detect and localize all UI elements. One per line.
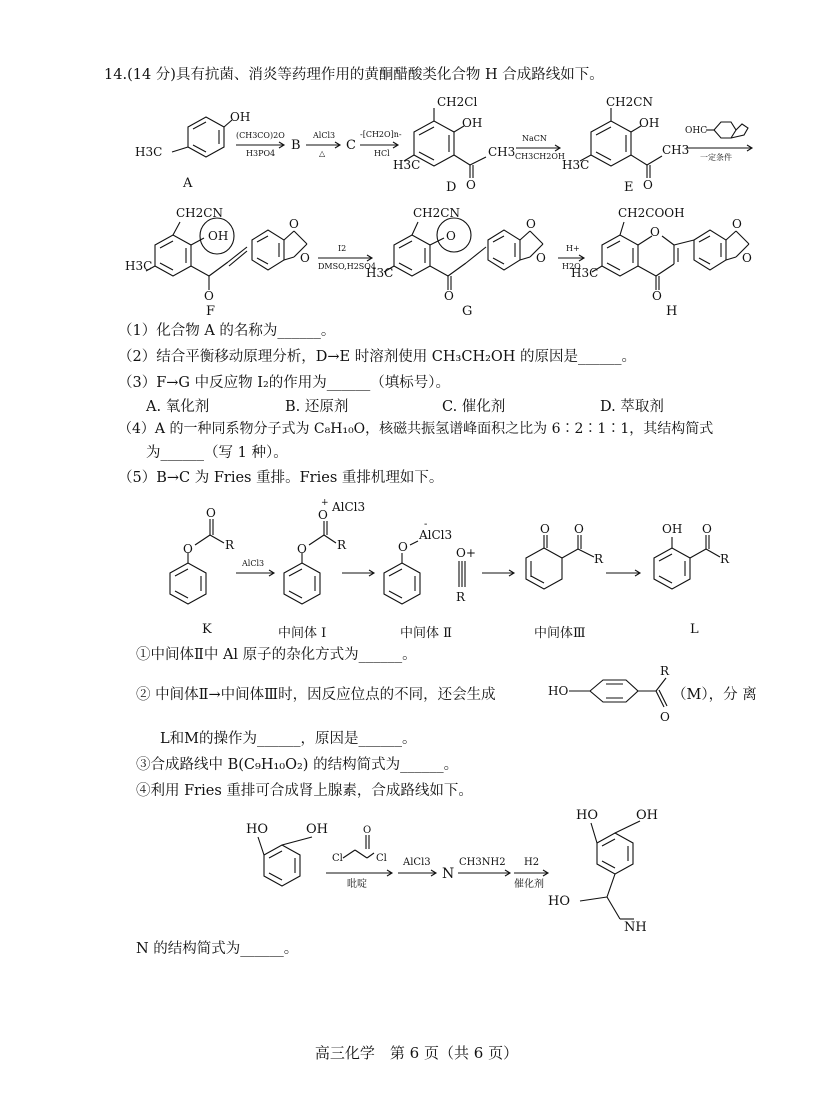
reagent-d-e-bottom: CH3CH2OH [515,152,565,161]
fries-label-ii: 中间体 Ⅱ [400,626,452,641]
subquestion-1: ①中间体Ⅱ中 Al 原子的杂化方式为______。 [136,647,417,663]
g-dioxole-o1: O [526,217,536,231]
chloroacetyl-cl2: Cl [376,853,387,864]
reagent-f-g-bottom: DMSO,H2SO4 [318,262,376,271]
g-o-ring-label: O [446,229,456,243]
question-number: 14. [104,67,128,83]
g-ch2cn-label: CH2CN [413,206,460,220]
question-4-line1: （4）A 的一种同系物分子式为 C₈H₁₀O，核磁共振氢谱峰面积之比为 6∶2∶1∶1，其结构简式 [118,421,714,437]
q3-option-b: B. 还原剂 [285,399,349,415]
question-header [104,66,604,84]
a-oh-label: OH [230,110,251,124]
adrenaline-ho-label: HO [576,808,598,823]
i-o-ester: O [297,542,307,556]
reagent-b-c-top: AlCl3 [313,131,336,140]
compound-a-label: A [183,176,193,191]
q3-option-c: C. 催化剂 [442,399,506,415]
k-o-carbonyl: O [206,506,216,520]
reagent-e-f-bottom: 一定条件 [700,153,732,162]
g-o-label: O [444,289,454,303]
h-o-label: O [652,289,662,303]
ii-acylium-o: O+ [456,546,476,560]
h-ch2cooh-label: CH2COOH [618,206,685,220]
question-5: （5）B→C 为 Fries 重排。Fries 重排机理如下。 [118,470,444,486]
fries-label-l: L [690,622,699,637]
e-oh-label: OH [639,116,660,130]
reagent-pyridine: 吡啶 [347,879,367,890]
g-h3c-label: H3C [366,266,394,280]
reagent-b-c-bottom: △ [319,149,326,158]
e-o-label: O [643,178,653,192]
reagent-catalyst: 催化剂 [514,879,544,890]
final-question: N 的结构简式为______。 [136,941,299,957]
f-h3c-label: H3C [125,259,153,273]
subquestion-2-line1a: ② 中间体Ⅱ→中间体Ⅲ时，因反应位点的不同，还会生成 [136,687,496,703]
compound-d-label: D [446,180,457,195]
iii-o-carbonyl: O [574,522,584,536]
reagent-g-h-bottom: H2O [562,262,581,271]
reagent-c-d-top: -[CH2O]n- [360,130,402,139]
iii-o-ring: O [540,522,550,536]
catechol-oh-label: OH [306,822,328,837]
adrenaline-side-ho-label: HO [548,894,570,909]
subquestion-2-line1b: （M），分 离 [672,687,757,703]
fries-label-i: 中间体 Ⅰ [278,626,327,641]
l-o-carbonyl: O [702,522,712,536]
ii-alcl3-label: AlCl3 [419,528,453,542]
fries-label-iii: 中间体Ⅲ [534,626,586,641]
intermediate-n-label: N [442,866,455,882]
m-r-label: R [660,664,670,678]
e-ch3-label: CH3 [662,143,690,157]
reagent-a-b-top: (CH3CO)2O [236,131,285,140]
f-dioxole-o1: O [289,217,299,231]
catechol-ho-label: HO [246,822,268,837]
h-o-ring-label: O [650,225,660,239]
reagent-f-g-top: I2 [338,244,347,253]
question-intro: 具有抗菌、消炎等药理作用的黄酮醋酸类化合物 H 合成路线如下。 [175,67,604,83]
iii-r-label: R [594,552,604,566]
ii-minus-charge: - [424,519,428,530]
compound-g-label: G [462,304,473,319]
m-ho-label: HO [548,684,569,698]
reagent-c-d-bottom: HCl [374,149,390,158]
f-dioxole-o2: O [300,251,310,265]
l-oh-label: OH [662,522,683,536]
ii-o-label: O [398,540,408,554]
ii-r-label: R [456,590,466,604]
adrenaline-synthesis-diagram [0,805,833,945]
e-h3c-label: H3C [562,158,590,172]
chloroacetyl-o: O [363,825,372,836]
i-alcl3-label: AlCl3 [332,500,366,514]
m-o-label: O [660,710,670,724]
compound-f-label: F [206,304,216,319]
reagent-h2: H2 [524,857,540,868]
f-ch2cn-label: CH2CN [176,206,223,220]
question-4-line2: 为______（写 1 种）。 [146,445,288,461]
page-footer: 高三化学 第 6 页（共 6 页） [314,1044,519,1062]
a-h3c-label: H3C [135,145,163,159]
question-1: （1）化合物 A 的名称为______。 [118,323,336,339]
f-oh-label: OH [208,229,229,243]
ohc-label: OHC [685,126,708,136]
d-ch3-label: CH3 [488,145,516,159]
compound-c-label: C [346,138,356,153]
d-oh-label: OH [462,116,483,130]
question-score: (14 分) [127,67,176,83]
d-o-label: O [466,178,476,192]
d-ch2cl-label: CH2Cl [437,95,478,109]
k-r-label: R [225,538,235,552]
d-h3c-label: H3C [393,158,421,172]
f-o-label: O [204,289,214,303]
compound-e-label: E [624,180,634,195]
subquestion-3: ③合成路线中 B(C₉H₁₀O₂) 的结构简式为______。 [136,757,459,773]
h-dioxole-o1: O [732,217,742,231]
compound-h-label: H [666,304,678,319]
h-dioxole-o2: O [742,251,752,265]
g-dioxole-o2: O [536,251,546,265]
reagent-d-e-top: NaCN [522,134,547,143]
compound-m-structure [548,665,678,735]
i-r-label: R [337,538,347,552]
adrenaline-nh-label: NH [624,920,647,935]
e-ch2cn-label: CH2CN [606,95,653,109]
q3-option-a: A. 氧化剂 [146,399,210,415]
k-o-ester: O [183,542,193,556]
l-r-label: R [720,552,730,566]
reagent-methylamine: CH3NH2 [459,857,506,868]
question-3: （3）F→G 中反应物 I₂的作用为______（填标号）。 [118,375,451,391]
compound-b-label: B [291,138,301,153]
chloroacetyl-cl1: Cl [332,853,343,864]
subquestion-2-line2: L和M的操作为______，原因是______。 [160,731,417,747]
adrenaline-oh-label: OH [636,808,658,823]
i-o-carbonyl: O [318,508,328,522]
h-h3c-label: H3C [571,266,599,280]
fries-alcl3-reagent: AlCl3 [242,559,265,568]
question-2: （2）结合平衡移动原理分析，D→E 时溶剂使用 CH₃CH₂OH 的原因是______。 [118,349,637,365]
q3-option-d: D. 萃取剂 [600,399,664,415]
reagent-alcl3: AlCl3 [403,857,431,868]
reagent-a-b-bottom: H3PO4 [246,149,276,158]
subquestion-4: ④利用 Fries 重排可合成肾上腺素，合成路线如下。 [136,783,473,799]
i-plus-charge: + [321,498,329,508]
fries-label-k: K [202,622,212,637]
reagent-g-h-top: H+ [566,244,580,253]
synthesis-scheme-row2 [0,200,833,320]
